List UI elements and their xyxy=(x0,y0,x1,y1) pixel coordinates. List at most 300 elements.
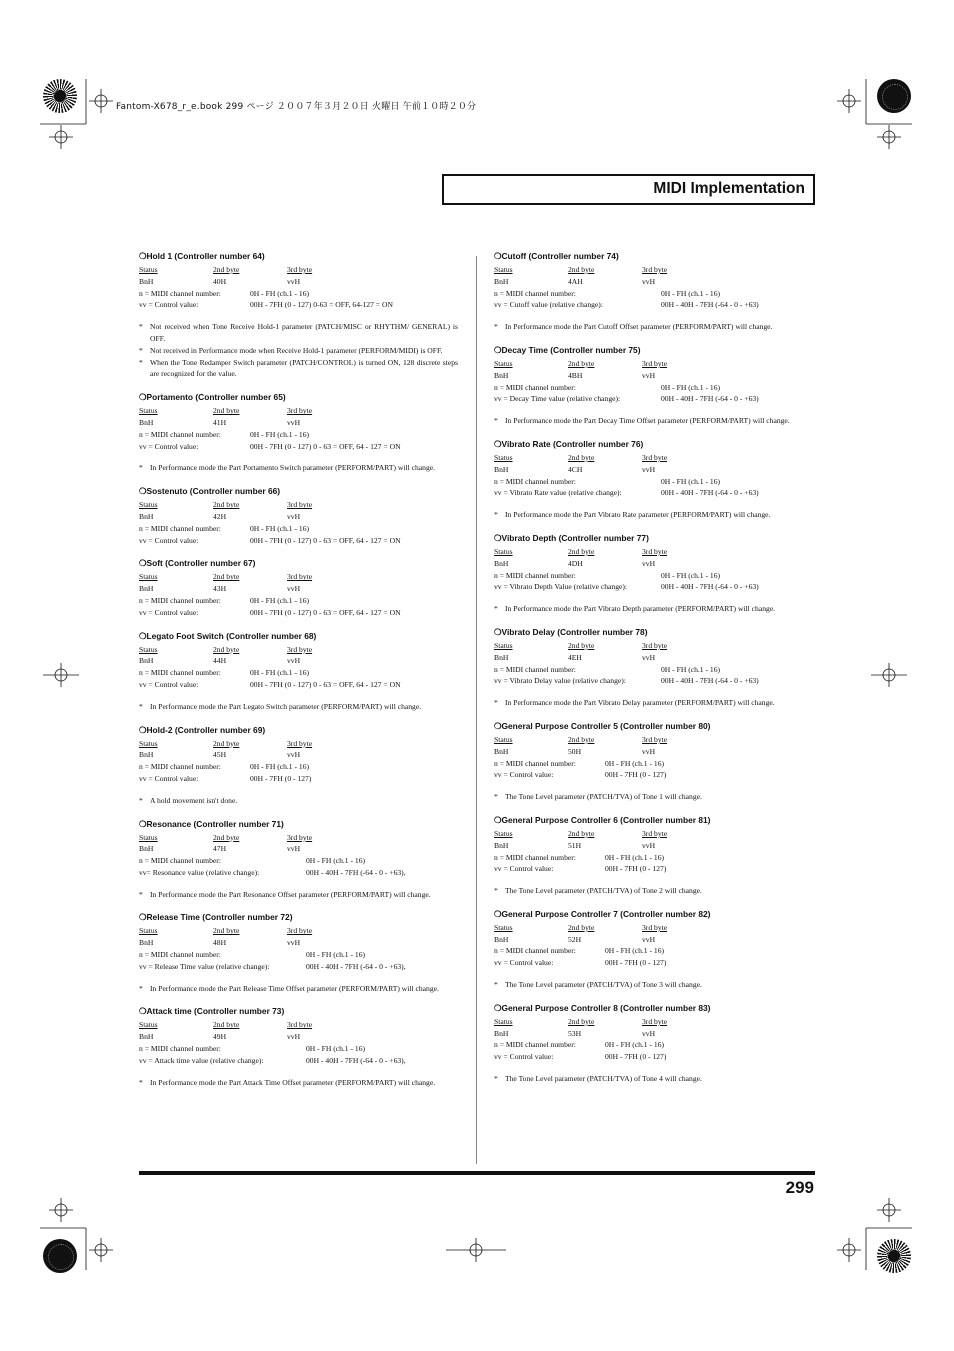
footnote xyxy=(494,697,814,709)
status-value: BnH xyxy=(494,746,509,756)
spacer xyxy=(139,973,458,983)
value-range: 00H - 40H - 7FH (-64 - 0 - +63), xyxy=(306,1055,406,1065)
table-row xyxy=(494,934,814,946)
channel-label: n = MIDI channel number: xyxy=(494,946,576,956)
status-header: Status xyxy=(139,738,158,748)
controller-section xyxy=(494,345,814,439)
byte2-value: 4BH xyxy=(568,370,583,380)
channel-value: 0H - FH (ch.1 - 16) xyxy=(605,852,665,862)
value-label: vv = Vibrato Depth Value (relative change): xyxy=(494,582,628,592)
page-title: MIDI Implementation xyxy=(653,180,805,197)
controller-section xyxy=(494,909,814,1003)
table-header-row xyxy=(494,922,814,934)
crosshair-icon xyxy=(837,1238,861,1262)
status-header: Status xyxy=(139,572,158,582)
section-heading: ❍Sostenuto (Controller number 66) xyxy=(139,486,281,497)
status-value: BnH xyxy=(494,370,509,380)
spacer xyxy=(139,311,458,321)
controller-section xyxy=(494,533,814,627)
value-row xyxy=(139,299,458,311)
byte3-header: 3rd byte xyxy=(642,828,668,838)
table-header-row xyxy=(139,571,458,583)
value-row xyxy=(139,961,458,973)
byte3-header: 3rd byte xyxy=(642,734,668,744)
section-heading: ❍Soft (Controller number 67) xyxy=(139,558,256,569)
byte3-value: vvH xyxy=(287,1032,301,1042)
byte2-header: 2nd byte xyxy=(568,358,595,368)
footnote-text: In Performance mode the Part Vibrato Rate parameter (PERFORM/PART) will change. xyxy=(505,510,771,520)
channel-label: n = MIDI channel number: xyxy=(139,288,221,298)
value-range: 00H - 40H - 7FH (-64 - 0 - +63) xyxy=(661,394,759,404)
footnote xyxy=(139,321,458,345)
byte2-header: 2nd byte xyxy=(568,452,595,462)
value-label: vv = Control value: xyxy=(139,300,199,310)
asterisk: * xyxy=(494,416,498,426)
byte3-value: vvH xyxy=(287,417,301,427)
byte3-value: vvH xyxy=(642,840,656,850)
value-row xyxy=(139,773,458,785)
footnote-text: When the Tone Redamper Switch parameter (PATCH/CONTROL) is turned ON, 128 discrete steps are recognized for the value. xyxy=(150,357,458,379)
spacer xyxy=(139,1088,458,1100)
value-label: vv = Control value: xyxy=(494,770,554,780)
byte2-value: 52H xyxy=(568,934,582,944)
byte2-value: 48H xyxy=(213,938,227,948)
table-header-row xyxy=(494,640,814,652)
footer-rule xyxy=(139,1171,815,1175)
status-value: BnH xyxy=(494,840,509,850)
crosshair-icon xyxy=(89,89,113,113)
byte3-value: vvH xyxy=(642,370,656,380)
value-label: vv = Release Time value (relative change): xyxy=(139,961,270,971)
channel-row xyxy=(494,570,814,582)
channel-value: 0H - FH (ch.1 - 16) xyxy=(661,664,721,674)
table-row xyxy=(139,276,458,288)
section-heading: ❍General Purpose Controller 8 (Controller number 83) xyxy=(494,1002,711,1013)
controller-section xyxy=(494,439,814,533)
status-value: BnH xyxy=(139,1032,154,1042)
table-header-row xyxy=(139,405,458,417)
value-range: 00H - 40H - 7FH (-64 - 0 - +63), xyxy=(306,867,406,877)
byte3-header: 3rd byte xyxy=(287,406,313,416)
asterisk: * xyxy=(494,604,498,614)
channel-value: 0H - FH (ch.1 - 16) xyxy=(661,382,721,392)
channel-row xyxy=(139,429,458,441)
spacer xyxy=(494,969,814,979)
asterisk: * xyxy=(494,980,498,990)
footnote xyxy=(494,603,814,615)
section-heading: ❍Portamento (Controller number 65) xyxy=(139,392,286,403)
controller-section xyxy=(139,725,458,819)
spacer xyxy=(494,593,814,603)
byte2-header: 2nd byte xyxy=(213,644,240,654)
byte2-header: 2nd byte xyxy=(568,546,595,556)
footnote xyxy=(139,795,458,807)
channel-value: 0H - FH (ch.1 - 16) xyxy=(306,950,366,960)
byte2-header: 2nd byte xyxy=(568,640,595,650)
asterisk: * xyxy=(139,345,143,355)
byte3-value: vvH xyxy=(287,938,301,948)
section-heading: ❍Decay Time (Controller number 75) xyxy=(494,344,641,355)
value-row xyxy=(139,867,458,879)
channel-label: n = MIDI channel number: xyxy=(494,1040,576,1050)
asterisk: * xyxy=(494,1074,498,1084)
value-row xyxy=(494,393,814,405)
section-heading: ❍Vibrato Delay (Controller number 78) xyxy=(494,626,648,637)
channel-row xyxy=(494,1039,814,1051)
status-value: BnH xyxy=(494,652,509,662)
value-range: 00H - 40H - 7FH (-64 - 0 - +63) xyxy=(661,582,759,592)
status-value: BnH xyxy=(139,656,154,666)
channel-row xyxy=(494,945,814,957)
channel-row xyxy=(139,761,458,773)
value-row xyxy=(139,1055,458,1067)
status-value: BnH xyxy=(139,844,154,854)
channel-row xyxy=(139,288,458,300)
footnote-text: A hold movement isn't done. xyxy=(150,795,238,805)
spacer xyxy=(494,991,814,1003)
right-column xyxy=(494,251,814,1097)
byte2-value: 47H xyxy=(213,844,227,854)
table-row xyxy=(139,583,458,595)
spacer xyxy=(494,875,814,885)
table-row xyxy=(494,558,814,570)
spacer xyxy=(494,803,814,815)
value-range: 00H - 7FH (0 - 127) xyxy=(605,864,667,874)
value-range: 00H - 7FH (0 - 127) 0 - 63 = OFF, 64 - 127 = ON xyxy=(250,441,401,451)
footnote-text: In Performance mode the Part Cutoff Offset parameter (PERFORM/PART) will change. xyxy=(505,322,773,332)
status-value: BnH xyxy=(139,584,154,594)
spacer xyxy=(494,781,814,791)
byte3-header: 3rd byte xyxy=(642,358,668,368)
footnote xyxy=(139,889,458,901)
value-label: vv = Vibrato Rate value (relative change): xyxy=(494,488,622,498)
spacer xyxy=(494,521,814,533)
value-row xyxy=(494,957,814,969)
status-header: Status xyxy=(494,452,513,462)
controller-section xyxy=(494,815,814,909)
spacer xyxy=(139,546,458,558)
byte3-value: vvH xyxy=(642,464,656,474)
section-heading: ❍Cutoff (Controller number 74) xyxy=(494,251,619,261)
spacer xyxy=(139,994,458,1006)
byte3-header: 3rd byte xyxy=(287,644,313,654)
footnote-text: Not received when Tone Receive Hold-1 parameter (PATCH/MISC or RHYTHM/ GENERAL) is OFF. xyxy=(150,322,458,343)
controller-section xyxy=(494,251,814,345)
value-label: vv = Control value: xyxy=(139,773,199,783)
section-heading: ❍Release Time (Controller number 72) xyxy=(139,912,293,923)
spacer xyxy=(494,427,814,439)
section-heading: ❍General Purpose Controller 6 (Controller number 81) xyxy=(494,814,711,825)
byte3-header: 3rd byte xyxy=(642,452,668,462)
section-title-box xyxy=(442,174,815,205)
byte3-value: vvH xyxy=(642,746,656,756)
spacer xyxy=(494,499,814,509)
spacer xyxy=(494,1085,814,1097)
value-row xyxy=(139,441,458,453)
section-heading: ❍Hold-2 (Controller number 69) xyxy=(139,724,266,735)
footnote xyxy=(494,415,814,427)
byte2-value: 53H xyxy=(568,1028,582,1038)
byte2-header: 2nd byte xyxy=(213,1020,240,1030)
value-label: vv = Control value: xyxy=(139,607,199,617)
value-range: 00H - 7FH (0 - 127) xyxy=(605,1052,667,1062)
byte3-value: vvH xyxy=(287,511,301,521)
status-header: Status xyxy=(139,406,158,416)
channel-label: n = MIDI channel number: xyxy=(494,852,576,862)
status-header: Status xyxy=(139,265,158,274)
channel-row xyxy=(139,595,458,607)
table-row xyxy=(494,652,814,664)
table-row xyxy=(494,840,814,852)
byte2-header: 2nd byte xyxy=(213,572,240,582)
status-header: Status xyxy=(139,832,158,842)
footnote xyxy=(494,791,814,803)
spacer xyxy=(494,709,814,721)
section-heading: ❍Resonance (Controller number 71) xyxy=(139,818,284,829)
table-header-row xyxy=(139,925,458,937)
table-header-row xyxy=(139,832,458,844)
channel-row xyxy=(494,288,814,300)
section-heading: ❍Attack time (Controller number 73) xyxy=(139,1006,285,1017)
byte3-value: vvH xyxy=(642,934,656,944)
table-header-row xyxy=(494,1016,814,1028)
status-value: BnH xyxy=(494,464,509,474)
table-header-row xyxy=(139,264,458,276)
value-label: vv = Control value: xyxy=(139,535,199,545)
channel-row xyxy=(494,664,814,676)
controller-section xyxy=(139,486,458,558)
footnote-text: The Tone Level parameter (PATCH/TVA) of Tone 4 will change. xyxy=(505,1074,702,1084)
status-value: BnH xyxy=(139,938,154,948)
channel-label: n = MIDI channel number: xyxy=(139,595,221,605)
footnote-text: The Tone Level parameter (PATCH/TVA) of Tone 3 will change. xyxy=(505,980,702,990)
byte3-header: 3rd byte xyxy=(287,738,313,748)
channel-label: n = MIDI channel number: xyxy=(494,570,576,580)
value-label: vv = Control value: xyxy=(139,441,199,451)
channel-row xyxy=(139,855,458,867)
status-header: Status xyxy=(139,926,158,936)
channel-label: n = MIDI channel number: xyxy=(494,476,576,486)
channel-row xyxy=(494,758,814,770)
footnote xyxy=(494,979,814,991)
table-row xyxy=(494,276,814,288)
channel-row xyxy=(139,523,458,535)
spacer xyxy=(139,380,458,392)
table-header-row xyxy=(139,1019,458,1031)
byte3-header: 3rd byte xyxy=(642,922,668,932)
byte2-header: 2nd byte xyxy=(213,926,240,936)
spacer xyxy=(494,897,814,909)
table-row xyxy=(139,417,458,429)
channel-value: 0H - FH (ch.1 - 16) xyxy=(250,668,310,678)
value-row xyxy=(139,679,458,691)
footnote xyxy=(139,983,458,995)
spacer xyxy=(139,619,458,631)
footnote-text: Not received in Performance mode when Receive Hold-1 parameter (PERFORM/MIDI) is OFF. xyxy=(150,345,443,355)
channel-value: 0H - FH (ch.1 - 16) xyxy=(605,758,665,768)
file-info-header: Fantom-X678_r_e.book 299 ページ ２００７年３月２０日 火曜日 午前１０時２０分 xyxy=(116,102,477,112)
table-header-row xyxy=(139,738,458,750)
byte3-header: 3rd byte xyxy=(287,500,313,510)
footnote-text: In Performance mode the Part Release Time Offset parameter (PERFORM/PART) will change. xyxy=(150,983,439,993)
channel-value: 0H - FH (ch.1 - 16) xyxy=(250,523,310,533)
byte3-value: vvH xyxy=(642,1028,656,1038)
footnote xyxy=(139,462,458,474)
value-row xyxy=(494,1051,814,1063)
channel-value: 0H - FH (ch.1 - 16) xyxy=(250,288,310,298)
value-range: 00H - 7FH (0 - 127) xyxy=(605,770,667,780)
value-row xyxy=(494,299,814,311)
status-header: Status xyxy=(139,500,158,510)
table-row xyxy=(139,511,458,523)
byte3-header: 3rd byte xyxy=(642,1016,668,1026)
table-header-row xyxy=(494,264,814,276)
byte2-header: 2nd byte xyxy=(213,265,240,274)
table-header-row xyxy=(139,644,458,656)
table-row xyxy=(139,937,458,949)
value-label: vv = Cutoff value (relative change): xyxy=(494,300,603,310)
spacer xyxy=(139,691,458,701)
asterisk: * xyxy=(494,886,498,896)
byte2-header: 2nd byte xyxy=(213,832,240,842)
byte3-header: 3rd byte xyxy=(287,926,313,936)
byte2-value: 40H xyxy=(213,276,227,286)
value-row xyxy=(139,535,458,547)
value-range: 00H - 7FH (0 - 127) 0 - 63 = OFF, 64 - 127 = ON xyxy=(250,607,401,617)
byte2-value: 43H xyxy=(213,584,227,594)
status-header: Status xyxy=(494,1016,513,1026)
controller-section xyxy=(494,1003,814,1097)
asterisk: * xyxy=(139,357,143,367)
byte2-value: 49H xyxy=(213,1032,227,1042)
section-heading: ❍Hold 1 (Controller number 64) xyxy=(139,251,265,261)
asterisk: * xyxy=(494,322,498,332)
footnote xyxy=(139,701,458,713)
table-row xyxy=(139,843,458,855)
spacer xyxy=(494,1063,814,1073)
byte2-value: 44H xyxy=(213,656,227,666)
channel-label: n = MIDI channel number: xyxy=(139,668,221,678)
channel-value: 0H - FH (ch.1 - 16) xyxy=(605,1040,665,1050)
footnote-text: In Performance mode the Part Legato Switch parameter (PERFORM/PART) will change. xyxy=(150,701,422,711)
channel-value: 0H - FH (ch.1 - 16) xyxy=(605,946,665,956)
channel-value: 0H - FH (ch.1 - 16) xyxy=(661,476,721,486)
controller-section xyxy=(139,912,458,1006)
value-row xyxy=(494,863,814,875)
crosshair-icon xyxy=(43,663,79,687)
byte3-header: 3rd byte xyxy=(287,832,313,842)
table-header-row xyxy=(494,828,814,840)
footnote-text: In Performance mode the Part Decay Time Offset parameter (PERFORM/PART) will change. xyxy=(505,416,790,426)
crosshair-icon xyxy=(89,1238,113,1262)
channel-label: n = MIDI channel number: xyxy=(494,382,576,392)
channel-value: 0H - FH (ch.1 - 16) xyxy=(306,856,366,866)
crosshair-icon xyxy=(837,89,861,113)
footnote-text: In Performance mode the Part Resonance Offset parameter (PERFORM/PART) will change. xyxy=(150,889,431,899)
crosshair-icon xyxy=(871,663,907,687)
section-heading: ❍Vibrato Rate (Controller number 76) xyxy=(494,438,644,449)
status-header: Status xyxy=(139,1020,158,1030)
crosshair-icon xyxy=(877,125,901,149)
spacer xyxy=(139,474,458,486)
value-range: 00H - 7FH (0 - 127) 0 - 63 = OFF, 64 - 127 = ON xyxy=(250,679,401,689)
value-row xyxy=(494,487,814,499)
spacer xyxy=(139,879,458,889)
footnote-text: In Performance mode the Part Attack Time Offset parameter (PERFORM/PART) will change. xyxy=(150,1077,436,1087)
footnote-text: In Performance mode the Part Vibrato Depth parameter (PERFORM/PART) will change. xyxy=(505,604,776,614)
footnote-text: The Tone Level parameter (PATCH/TVA) of Tone 2 will change. xyxy=(505,886,702,896)
status-value: BnH xyxy=(139,417,154,427)
value-label: vv = Control value: xyxy=(139,679,199,689)
byte2-value: 4CH xyxy=(568,464,583,474)
asterisk: * xyxy=(139,795,143,805)
channel-row xyxy=(139,949,458,961)
value-label: vv = Attack time value (relative change): xyxy=(139,1055,264,1065)
table-header-row xyxy=(494,358,814,370)
byte3-header: 3rd byte xyxy=(287,572,313,582)
status-value: BnH xyxy=(494,558,509,568)
channel-row xyxy=(139,667,458,679)
value-range: 00H - 7FH (0 - 127) 0 - 63 = OFF, 64 - 127 = ON xyxy=(250,535,401,545)
crosshair-icon xyxy=(49,1198,73,1222)
status-header: Status xyxy=(494,265,513,274)
byte2-value: 41H xyxy=(213,417,227,427)
status-header: Status xyxy=(494,546,513,556)
value-label: vv = Decay Time value (relative change): xyxy=(494,394,621,404)
controller-section xyxy=(139,631,458,725)
byte2-header: 2nd byte xyxy=(213,406,240,416)
table-row xyxy=(139,1031,458,1043)
controller-section xyxy=(494,721,814,815)
channel-label: n = MIDI channel number: xyxy=(494,758,576,768)
value-range: 00H - 7FH (0 - 127) xyxy=(250,773,312,783)
spacer xyxy=(139,900,458,912)
status-value: BnH xyxy=(139,750,154,760)
value-row xyxy=(494,581,814,593)
channel-label: n = MIDI channel number: xyxy=(139,429,221,439)
controller-section xyxy=(139,1006,458,1100)
controller-section xyxy=(139,392,458,486)
byte2-header: 2nd byte xyxy=(213,500,240,510)
channel-label: n = MIDI channel number: xyxy=(139,950,221,960)
value-range: 00H - 40H - 7FH (-64 - 0 - +63) xyxy=(661,676,759,686)
table-row xyxy=(139,749,458,761)
controller-section xyxy=(494,627,814,721)
page-number: 299 xyxy=(785,1178,814,1197)
byte2-value: 45H xyxy=(213,750,227,760)
byte3-header: 3rd byte xyxy=(642,265,668,274)
table-row xyxy=(494,370,814,382)
asterisk: * xyxy=(494,698,498,708)
channel-value: 0H - FH (ch.1 - 16) xyxy=(661,570,721,580)
byte3-header: 3rd byte xyxy=(642,640,668,650)
value-row xyxy=(494,769,814,781)
value-row xyxy=(139,607,458,619)
spacer xyxy=(139,713,458,725)
status-value: BnH xyxy=(139,511,154,521)
spacer xyxy=(139,1067,458,1077)
status-header: Status xyxy=(494,734,513,744)
byte3-value: vvH xyxy=(642,558,656,568)
byte3-value: vvH xyxy=(287,584,301,594)
status-value: BnH xyxy=(139,276,154,286)
byte2-value: 42H xyxy=(213,511,227,521)
value-label: vv = Vibrato Delay value (relative change): xyxy=(494,676,626,686)
spacer xyxy=(494,615,814,627)
spacer xyxy=(494,687,814,697)
controller-section xyxy=(139,251,458,392)
channel-row xyxy=(494,476,814,488)
